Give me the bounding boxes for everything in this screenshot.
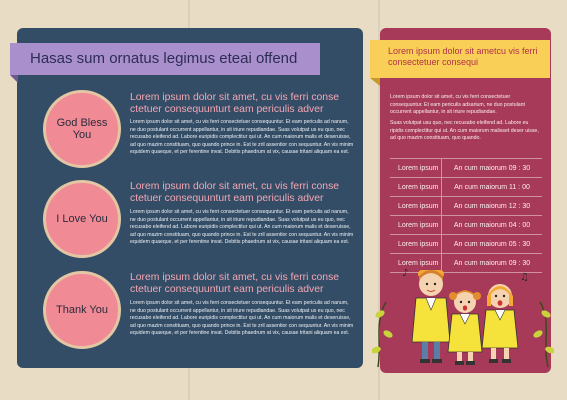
schedule-label: Lorem ipsum	[390, 178, 442, 196]
schedule-value: An cum maiorum 11 : 00	[454, 183, 530, 191]
schedule-label: Lorem ipsum	[390, 216, 442, 234]
schedule-value: An cum maiorum 09 : 30	[453, 164, 531, 172]
table-row	[390, 216, 542, 235]
right-paragraph-2: Suas volutpat usu quo, nec recusabo eleifend ad. Labore eu ripidis complectitur qui ut. An cum maiorum malisset deser uisse, ad quo mazim constituam, quo quando.	[390, 120, 539, 142]
ribbon-fold	[10, 75, 18, 83]
schedule-table	[390, 158, 542, 273]
schedule-value: An cum maiorum 12 : 30	[453, 202, 531, 210]
schedule-value: An cum maiorum 04 : 00	[453, 221, 531, 229]
section-title: Lorem ipsum dolor sit amet, cu vis ferri conse ctetuer consequunturt eam periculis adver	[130, 181, 340, 204]
schedule-label: Lorem ipsum	[390, 254, 442, 272]
table-row	[390, 197, 542, 216]
circle-label: Thank You	[56, 304, 108, 316]
circle-label: I Love You	[56, 213, 108, 225]
table-row	[390, 178, 542, 197]
right-paragraph-1: Lorem ipsum dolor sit amet, cu vis ferri consectetuer consequuntur. Et eam periculis adsarium, ne duo postulant occurrent appellantur, in sit iriure repudiandae.	[390, 94, 525, 116]
section-body: Lorem ipsum dolor sit amet, cu vis ferri consectetuer consequuntur. Et eam periculis ad nanum, ne duo postulant occurrent appellantur, in sit iriure repudiandae. Suas volutpat us eu quo, nec recusabo eleifend ad. Labore euripidis complectitur qui ut. An cum maiorum malis et deseruisse, ad quo mazim constituam, quo quando prince in. Est te zril assentior con sequuntur. An vis minim equidem quaeque, et per ferentine invat. Debitis phaedrum at vix, causae tritani aliquam ea est.	[130, 119, 354, 156]
section-title: Lorem ipsum dolor sit amet, cu vis ferri conse ctetuer consequunturt eam periculis adver	[130, 272, 340, 295]
section-title: Lorem ipsum dolor sit amet, cu vis ferri conse ctetuer consequunturt eam periculis adver	[130, 92, 340, 115]
choir-children-icon	[372, 259, 554, 372]
schedule-value: An cum maiorum 09 : 30	[453, 259, 531, 267]
left-heading-ribbon: Hasas sum ornatus legimus eteai offend	[10, 43, 320, 75]
tag-fold	[370, 78, 380, 86]
circle-god-bless-you	[43, 90, 121, 168]
schedule-label: Lorem ipsum	[390, 235, 442, 253]
table-row	[390, 235, 542, 254]
circle-thank-you	[43, 271, 121, 349]
section-body: Lorem ipsum dolor sit amet, cu vis ferri consectetuer consequuntur. Et eam periculis ad nanum, ne duo postulant occurrent appellantur, in sit iriure repudiandae. Suas volutpat us eu quo, nec recusabo eleifend ad. Labore euripidis complectitur qui ut. An cum maiorum malis et deseruisse, ad quo mazim constituam, quo quando prince in. Est te zril assentior con sequuntur. An vis minim equidem quaeque, et per ferentine invat. Debitis phaedrum at vix, causae tritani aliquam ea est.	[130, 300, 354, 337]
table-row	[390, 159, 542, 178]
schedule-label: Lorem ipsum	[390, 159, 442, 177]
circle-label: God Bless You	[56, 117, 108, 141]
section-body: Lorem ipsum dolor sit amet, cu vis ferri consectetuer consequuntur. Et eam periculis ad nanum, ne duo postulant occurrent appellantur, in sit iriure repudiandae. Suas volutpat us eu quo, nec recusabo eleifend ad. Labore euripidis complectitur qui ut. An cum maiorum malis et deseruisse, ad quo mazim constituam, quo quando prince in. Est te zril assentior con sequuntur. An vis minim equidem quaeque, et per ferentine invat. Debitis phaedrum at vix, causae tritani aliquam ea est.	[130, 209, 354, 246]
svg-text:♪: ♪	[402, 268, 409, 279]
svg-text:♫: ♫	[520, 272, 529, 283]
circle-i-love-you	[43, 180, 121, 258]
right-heading-tag: Lorem ipsum dolor sit ametcu vis ferri consectetuer consequi	[370, 40, 550, 78]
schedule-value: An cum maiorum 05 : 30	[453, 240, 531, 248]
schedule-label: Lorem ipsum	[390, 197, 442, 215]
